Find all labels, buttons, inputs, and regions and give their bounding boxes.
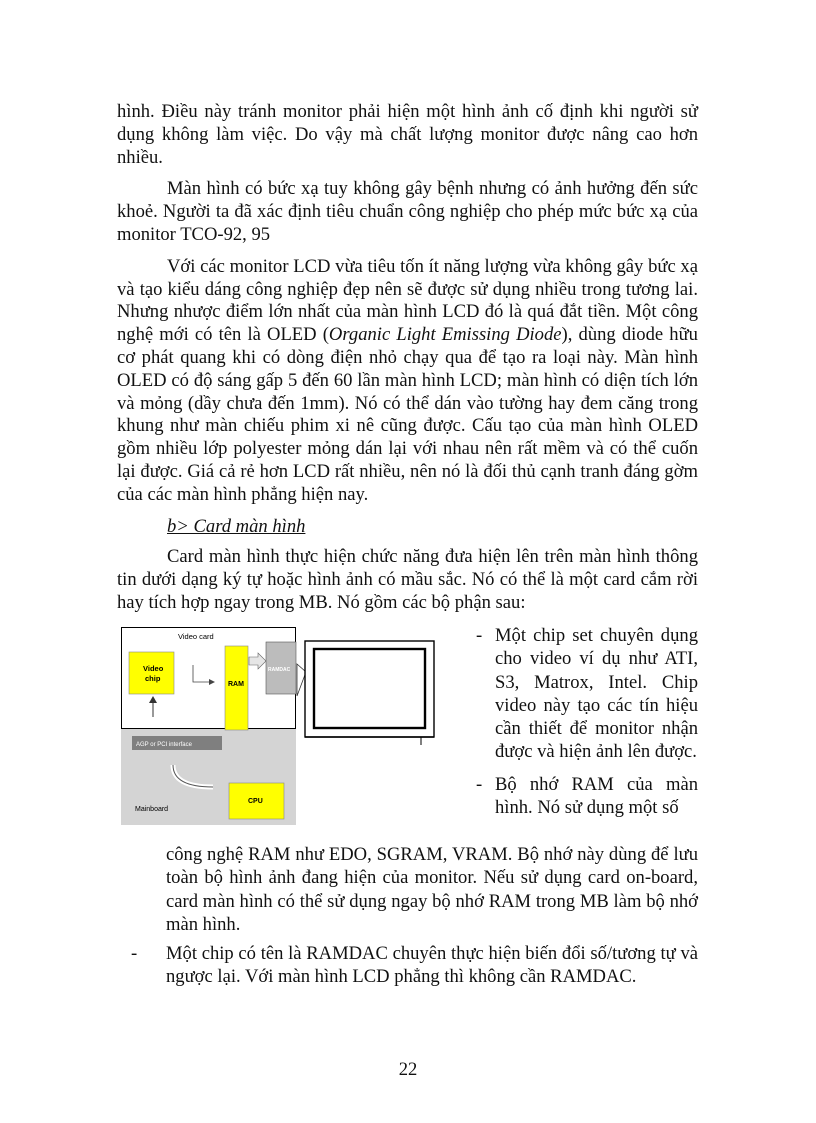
list-item (476, 773, 698, 820)
video-card-label: Video card (178, 632, 214, 641)
ram-label: RAM (228, 681, 244, 688)
bullet-3-text: Một chip có tên là RAMDAC chuyên thực hiện biến đổi số/tương tự và ngược lại. Với màn hình LCD phẳng thì không cần RAMDAC. (166, 943, 698, 988)
paragraph-3-text-b: ), dùng diode hữu cơ phát quang khi có dòng điện nhỏ chạy qua để tạo ra loại này. Màn hình OLED có độ sáng gấp 5 đến 60 lần màn hình LCD; màn hình có diện tích lớn và mỏng (dầy chưa đến 1mm). Nó có thể dán vào tường hay đem căng trong khung như màn chiếu phim xi nê cũng được. Cấu tạo của màn hình OLED gồm nhiều lớp polyester mỏng dán lại với nhau nên rất mềm và có thể cuốn lại được. Giá cả rẻ hơn LCD rất nhiều, nên nó là đối thủ cạnh tranh đáng gờm của các màn hình phẳng hiện nay. (117, 324, 698, 505)
section-heading: b> Card màn hình (167, 515, 306, 537)
bullet-1-text: Một chip set chuyên dụng cho video ví dụ như ATI, S3, Matrox, Intel. Chip video này tạo các tín hiệu cần thiết để monitor nhận được và hiện ảnh lên được. (495, 625, 698, 763)
agp-pci-label: AGP or PCI interface (136, 742, 192, 748)
oled-expansion: Organic Light Emissing Diode (328, 324, 562, 346)
ramdac-label: RAMDAC (268, 667, 291, 673)
list-item (131, 942, 698, 989)
paragraph-2: Màn hình có bức xạ tuy không gây bệnh nhưng có ảnh hưởng đến sức khoẻ. Người ta đã xác định tiêu chuẩn công nghiệp cho phép mức bức xạ của monitor TCO-92, 95 (117, 178, 698, 245)
cpu-label: CPU (248, 798, 263, 805)
ram-chip (225, 646, 248, 730)
mainboard-label: Mainboard (135, 806, 169, 813)
component-list (476, 624, 698, 828)
video-chip (129, 652, 174, 694)
body-text (117, 101, 698, 624)
list-item (476, 624, 698, 764)
paragraph-3-text-a: Với các monitor LCD vừa tiêu tốn ít năng lượng vừa không gây bức xạ và tạo kiểu dáng công nghiệp đẹp nên sẽ được sử dụng nhiều trong tương lai. Nhưng nhược điểm lớn nhất của màn hình LCD đó là quá đắt tiền. Một công nghệ mới có tên là OLED ( (117, 255, 698, 346)
bullet-dash: - (476, 625, 483, 646)
bullet-2-continuation: công nghệ RAM như EDO, SGRAM, VRAM. Bộ nhớ này dùng để lưu toàn bộ hình ảnh đang hiện của monitor. Nếu sử dụng card on-board, card màn hình có thể sử dụng ngay bộ nhớ RAM trong MB làm bộ nhớ màn hình. (166, 844, 698, 935)
bullet-2-text-start: Bộ nhớ RAM của màn hình. Nó sử dụng một số (495, 773, 698, 819)
video-chip-label-2: chip (145, 674, 161, 683)
video-card-diagram (121, 627, 467, 825)
bullet-dash: - (131, 943, 138, 964)
paragraph-4: Card màn hình thực hiện chức năng đưa hiện lên trên màn hình thông tin dưới dạng ký tự hoặc hình ảnh có mầu sắc. Nó có thể là một card cắm rời hay tích hợp ngay trong MB. Nó gồm các bộ phận sau: (117, 546, 698, 613)
video-chip-label-1: Video (143, 664, 164, 673)
monitor-screen (314, 649, 425, 728)
page-number: 22 (398, 1059, 418, 1080)
bullet-dash: - (476, 773, 483, 795)
paragraph-3 (117, 256, 698, 507)
paragraph-1: hình. Điều này tránh monitor phải hiện một hình ảnh cố định khi người sử dụng không làm việc. Do vậy mà chất lượng monitor được nâng cao hơn nhiều. (117, 101, 698, 168)
